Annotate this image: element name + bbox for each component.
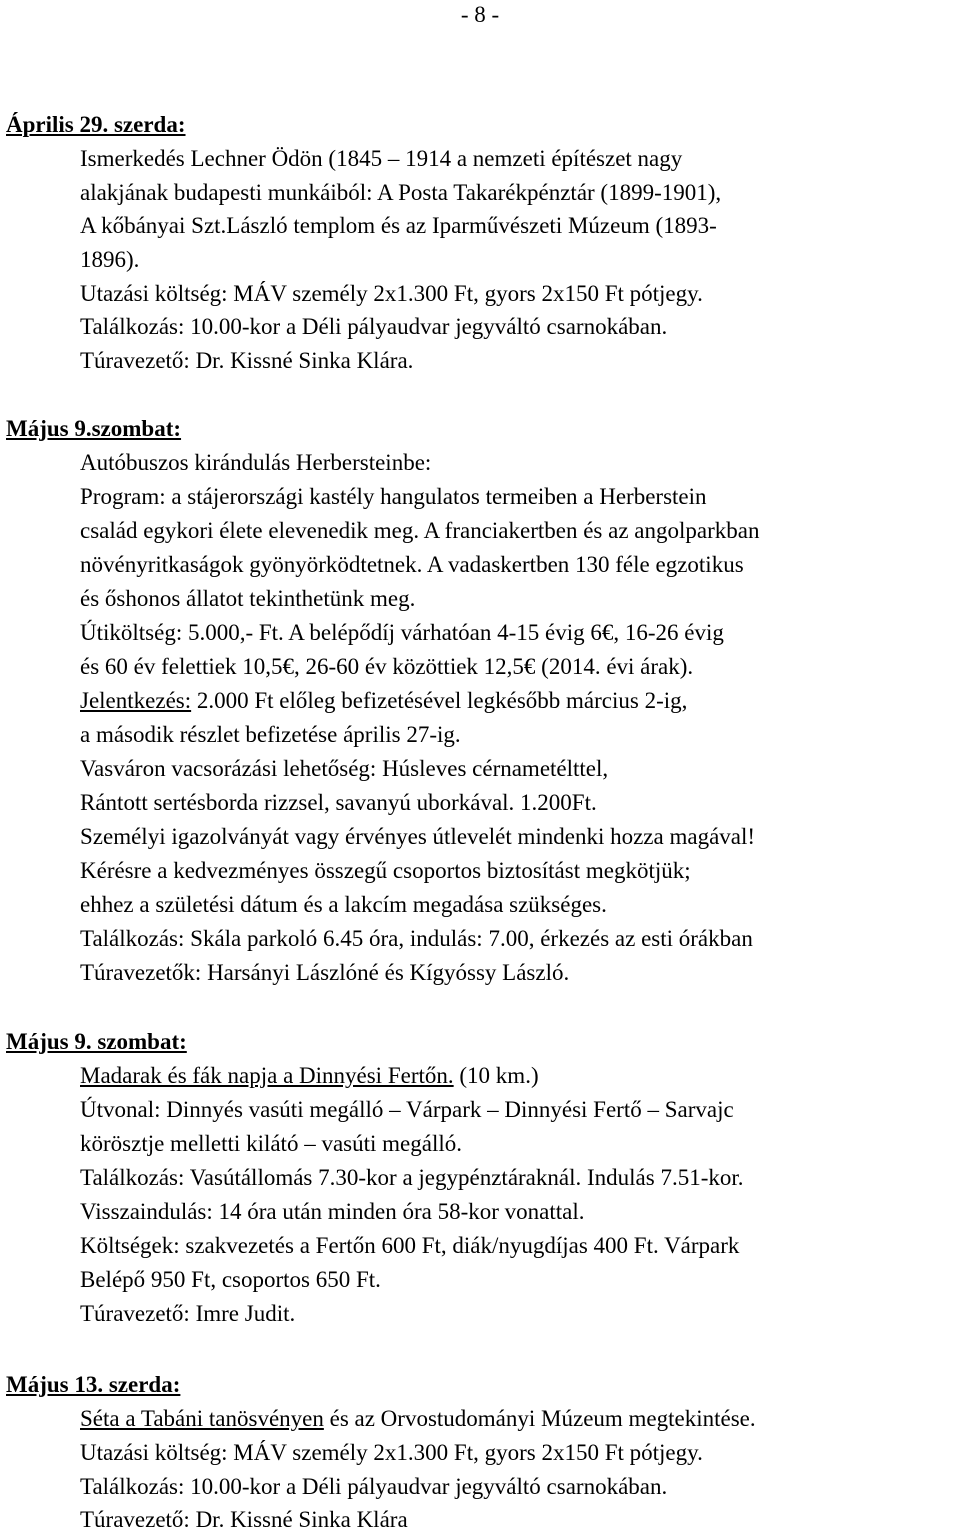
section-heading-may-9-herberstein: Május 9.szombat: — [6, 416, 182, 441]
text-line: Program: a stájerországi kastély hangulatos termeiben a Herberstein — [80, 484, 707, 509]
text-line: Találkozás: Skála parkoló 6.45 óra, indulás: 7.00, érkezés az esti órákban — [80, 926, 753, 951]
text-line: Találkozás: 10.00-kor a Déli pályaudvar jegyváltó csarnokában. — [80, 1474, 668, 1499]
section-title-line — [80, 1063, 539, 1089]
section-title-line — [80, 1406, 756, 1432]
section-heading-april-29: Április 29. szerda: — [6, 112, 186, 137]
text-line: Belépő 950 Ft, csoportos 650 Ft. — [80, 1267, 381, 1292]
signup-label: Jelentkezés: — [80, 688, 192, 713]
section-heading-may-13: Május 13. szerda: — [6, 1372, 181, 1397]
text-line: Költségek: szakvezetés a Fertőn 600 Ft, diák/nyugdíjas 400 Ft. Várpark — [80, 1233, 740, 1258]
page-number: - 8 - — [460, 2, 500, 27]
text-line: Találkozás: 10.00-kor a Déli pályaudvar jegyváltó csarnokában. — [80, 314, 668, 339]
text-line: Útvonal: Dinnyés vasúti megálló – Várpark – Dinnyési Fertő – Sarvajc — [80, 1097, 734, 1122]
text-line: Rántott sertésborda rizzsel, savanyú uborkával. 1.200Ft. — [80, 790, 597, 815]
text-line: Túravezetők: Harsányi Lászlóné és Kígyóssy László. — [80, 960, 570, 985]
text-line: és 60 év felettiek 10,5€, 26-60 év közöttiek 12,5€ (2014. évi árak). — [80, 654, 694, 679]
text-line: Túravezető: Dr. Kissné Sinka Klára — [80, 1507, 408, 1532]
signup-rest: 2.000 Ft előleg befizetésével legkésőbb március 2-ig, — [191, 688, 688, 713]
text-line: család egykori élete elevenedik meg. A franciakertben és az angolparkban — [80, 518, 760, 543]
signup-line — [80, 688, 687, 714]
text-line: Utazási költség: MÁV személy 2x1.300 Ft, gyors 2x150 Ft pótjegy. — [80, 281, 703, 306]
text-line: Ismerkedés Lechner Ödön (1845 – 1914 a nemzeti építészet nagy — [80, 146, 683, 171]
text-line: Túravezető: Imre Judit. — [80, 1301, 296, 1326]
text-line: Útiköltség: 5.000,- Ft. A belépődíj várhatóan 4-15 évig 6€, 16-26 évig — [80, 620, 724, 645]
text-line: Kérésre a kedvezményes összegű csoportos biztosítást megkötjük; — [80, 858, 691, 883]
text-line: körösztje melletti kilátó – vasúti megálló. — [80, 1131, 462, 1156]
text-line: ehhez a születési dátum és a lakcím megadása szükséges. — [80, 892, 607, 917]
text-line: növényritkaságok gyönyörködtetnek. A vadaskertben 130 féle egzotikus — [80, 552, 744, 577]
text-line: Visszaindulás: 14 óra után minden óra 58-kor vonattal. — [80, 1199, 585, 1224]
text-line: alakjának budapesti munkáiból: A Posta Takarékpénztár (1899-1901), — [80, 180, 722, 205]
section-title-underlined: Madarak és fák napja a Dinnyési Fertőn. — [80, 1063, 454, 1088]
text-line: Találkozás: Vasútállomás 7.30-kor a jegypénztáraknál. Indulás 7.51-kor. — [80, 1165, 744, 1190]
section-title-rest: és az Orvostudományi Múzeum megtekintése. — [323, 1406, 756, 1431]
section-heading-may-9-dinnyes: Május 9. szombat: — [6, 1029, 187, 1054]
text-line: és őshonos állatot tekinthetünk meg. — [80, 586, 416, 611]
text-line: Túravezető: Dr. Kissné Sinka Klára. — [80, 348, 414, 373]
section-title-underlined: Séta a Tabáni tanösvényen — [80, 1406, 324, 1431]
text-line: a második részlet befizetése április 27-ig. — [80, 722, 461, 747]
text-line: A kőbányai Szt.László templom és az Iparművészeti Múzeum (1893- — [80, 213, 717, 238]
text-line: Utazási költség: MÁV személy 2x1.300 Ft, gyors 2x150 Ft pótjegy. — [80, 1440, 703, 1465]
text-line: Személyi igazolványát vagy érvényes útlevelét mindenki hozza magával! — [80, 824, 756, 849]
text-line: Vasváron vacsorázási lehetőség: Húsleves cérnametélttel, — [80, 756, 609, 781]
text-line: Autóbuszos kirándulás Herbersteinbe: — [80, 450, 432, 475]
text-line: 1896). — [80, 247, 140, 272]
section-title-rest: (10 km.) — [453, 1063, 539, 1088]
